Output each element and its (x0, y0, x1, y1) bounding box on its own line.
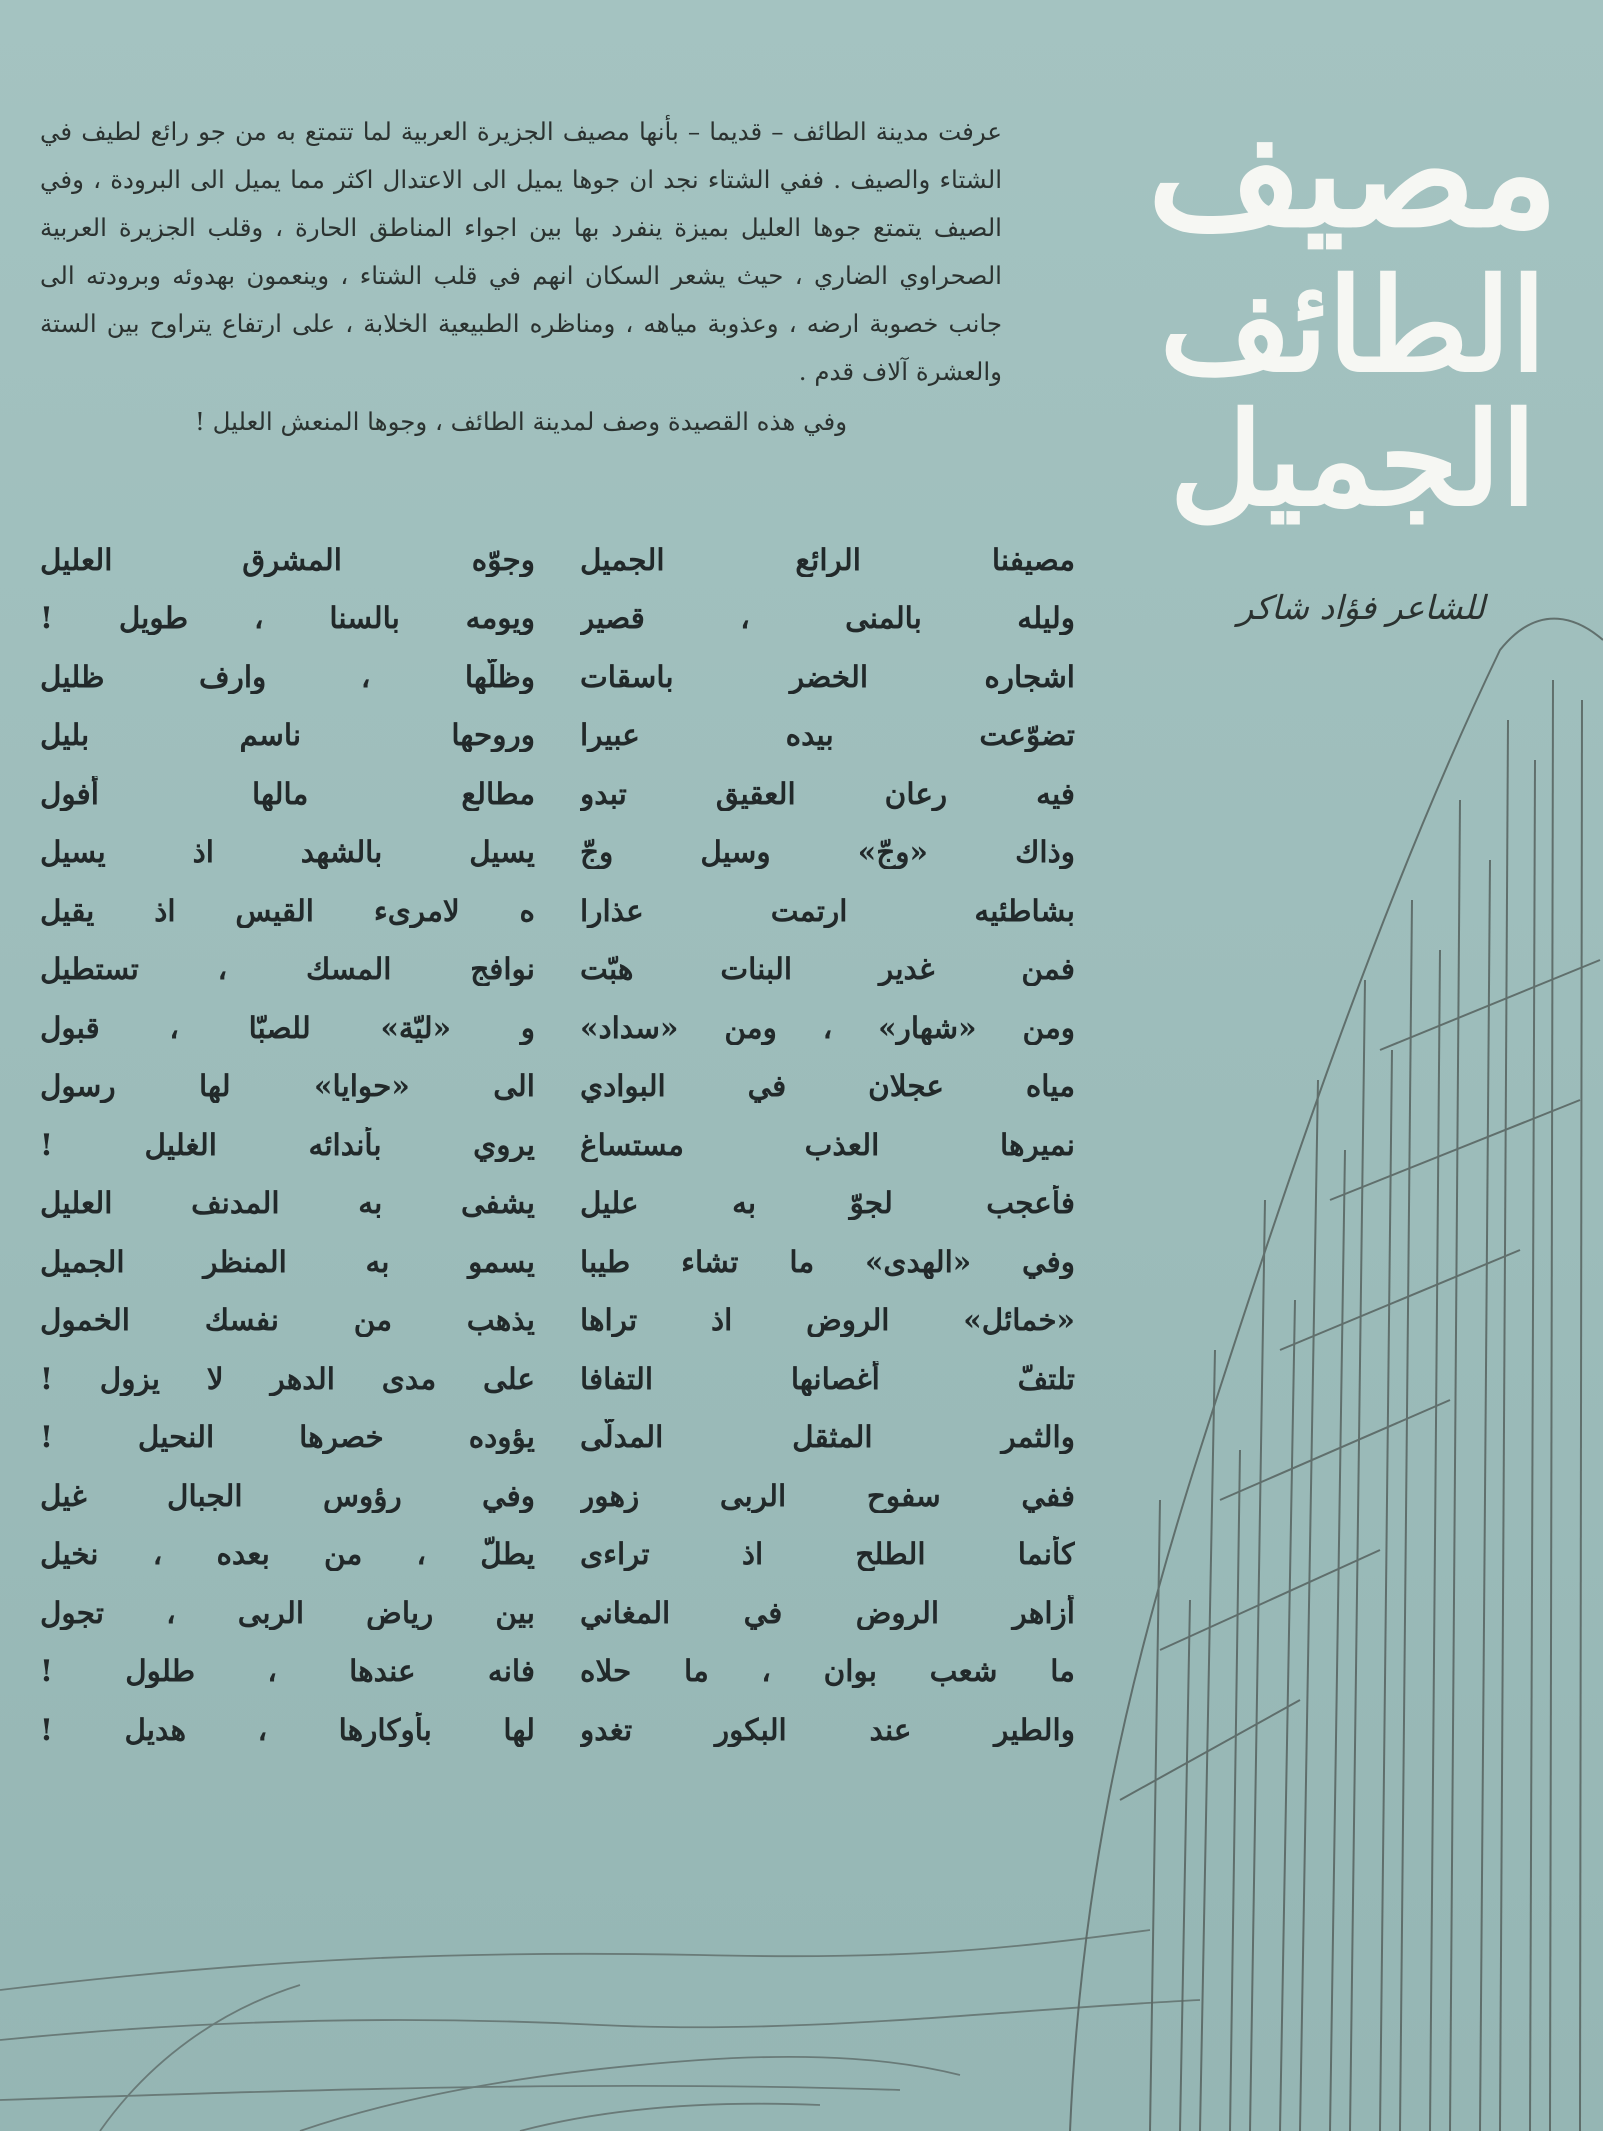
verse-first-hemistich: فمن غدير البنات هبّت (580, 951, 1075, 987)
verse-second-hemistich: يسمو به المنظر الجميل (40, 1243, 535, 1279)
verse-row (40, 1291, 1075, 1350)
verse-first-hemistich: بشاطئيه ارتمت عذارا (580, 892, 1075, 928)
verse-first-hemistich: مصيفنا الرائع الجميل (580, 541, 1075, 577)
title-line-1: مصيف (1147, 85, 1559, 261)
verse-first-hemistich: تلتفّ أغصانها التفافا (580, 1360, 1075, 1396)
verse-row (40, 1700, 1075, 1759)
verse-second-hemistich: وجوّه المشرق العليل (40, 541, 535, 577)
verse-first-hemistich: كأنما الطلح اذ تراءى (580, 1536, 1075, 1572)
verse-first-hemistich: فأعجب لجوّ به عليل (580, 1185, 1075, 1221)
verse-first-hemistich: اشجاره الخضر باسقات (580, 658, 1075, 694)
verse-first-hemistich: والثمر المثقل المدلّى (580, 1419, 1075, 1455)
verse-first-hemistich: ما شعب بوان ، ما حلاه (580, 1653, 1075, 1689)
verse-row (40, 1115, 1075, 1174)
verse-second-hemistich: فانه عندها ، طلول ! (40, 1653, 535, 1689)
verse-row (40, 1642, 1075, 1701)
poem-title (1133, 85, 1573, 535)
verse-second-hemistich: ويومه بالسنا ، طويل ! (40, 600, 535, 636)
verse-second-hemistich: يطلّ ، من بعده ، نخيل (40, 1536, 535, 1572)
verse-second-hemistich: وفي رؤوس الجبال غيل (40, 1477, 535, 1513)
verse-row (40, 1466, 1075, 1525)
verse-row (40, 1408, 1075, 1467)
verse-row (40, 764, 1075, 823)
verse-second-hemistich: الى «حوايا» لها رسول (40, 1068, 535, 1104)
verse-first-hemistich: مياه عجلان في البوادي (580, 1068, 1075, 1104)
verse-first-hemistich: ومن «شهار» ، ومن «سداد» (580, 1009, 1075, 1045)
verse-row (40, 1174, 1075, 1233)
intro-paragraph: عرفت مدينة الطائف – قديما – بأنها مصيف الجزيرة العربية لما تتمتع به من جو رائع لطيف في الشتاء والصيف . ففي الشتاء نجد ان جوها يميل الى الاعتدال اكثر مما يميل الى البرودة ، وفي الصيف يتمتع جوها العليل بميزة ينفرد بها بين اجواء المناطق الحارة ، وقلب الجزيرة العربية الصحراوي الضاري ، حيث يشعر السكان انهم في قلب الشتاء ، وينعمون بهدوئه وبرودته الى جانب خصوبة ارضه ، وعذوبة مياهه ، ومناظره الطبيعية الخلابة ، على ارتفاع يتراوح بين الستة والعشرة آلاف قدم . (40, 117, 1002, 386)
poem-verses (40, 530, 1075, 1759)
verse-first-hemistich: وليله بالمنى ، قصير (580, 600, 1075, 636)
verse-second-hemistich: لها بأوكارها ، هديل ! (40, 1711, 535, 1747)
verse-row (40, 1232, 1075, 1291)
verse-second-hemistich: نوافج المسك ، تستطيل (40, 951, 535, 987)
verse-second-hemistich: ه لامرىء القيس اذ يقيل (40, 892, 535, 928)
verse-row (40, 530, 1075, 589)
verse-first-hemistich: نميرها العذب مستساغ (580, 1126, 1075, 1162)
verse-first-hemistich: فيه رعان العقيق تبدو (580, 775, 1075, 811)
title-line-2: الطائف الجميل (1159, 250, 1547, 535)
verse-first-hemistich: «خمائل» الروض اذ تراها (580, 1302, 1075, 1338)
verse-second-hemistich: يذهب من نفسك الخمول (40, 1302, 535, 1338)
verse-row (40, 1525, 1075, 1584)
verse-second-hemistich: يروي بأندائه الغليل ! (40, 1126, 535, 1162)
verse-row (40, 1349, 1075, 1408)
verse-row (40, 998, 1075, 1057)
verse-row (40, 881, 1075, 940)
verse-row (40, 1057, 1075, 1116)
verse-second-hemistich: على مدى الدهر لا يزول ! (40, 1360, 535, 1396)
verse-first-hemistich: أزاهر الروض في المغاني (580, 1594, 1075, 1630)
verse-first-hemistich: وفي «الهدى» ما تشاء طيبا (580, 1243, 1075, 1279)
verse-row (40, 589, 1075, 648)
verse-row (40, 823, 1075, 882)
verse-first-hemistich: تضوّعت بيده عبيرا (580, 717, 1075, 753)
verse-row (40, 647, 1075, 706)
verse-second-hemistich: بين رياض الربى ، تجول (40, 1594, 535, 1630)
verse-second-hemistich: يشفى به المدنف العليل (40, 1185, 535, 1221)
verse-row (40, 1583, 1075, 1642)
verse-row (40, 940, 1075, 999)
verse-second-hemistich: وروحها ناسم بليل (40, 717, 535, 753)
verse-first-hemistich: والطير عند البكور تغدو (580, 1711, 1075, 1747)
intro-text (40, 108, 1002, 446)
verse-row (40, 706, 1075, 765)
intro-closing: وفي هذه القصيدة وصف لمدينة الطائف ، وجوها المنعش العليل ! (194, 407, 848, 436)
verse-second-hemistich: و «ليّة» للصبّا ، قبول (40, 1009, 535, 1045)
verse-second-hemistich: مطالع مالها أفول (40, 775, 535, 811)
verse-second-hemistich: يؤوده خصرها النحيل ! (40, 1419, 535, 1455)
author-byline: للشاعر فؤاد شاكر (1237, 588, 1485, 627)
verse-second-hemistich: يسيل بالشهد اذ يسيل (40, 834, 535, 870)
verse-first-hemistich: وذاك «وجّ» وسيل وجّ (580, 834, 1075, 870)
verse-second-hemistich: وظلّها ، وارف ظليل (40, 658, 535, 694)
verse-first-hemistich: ففي سفوح الربى زهور (580, 1477, 1075, 1513)
